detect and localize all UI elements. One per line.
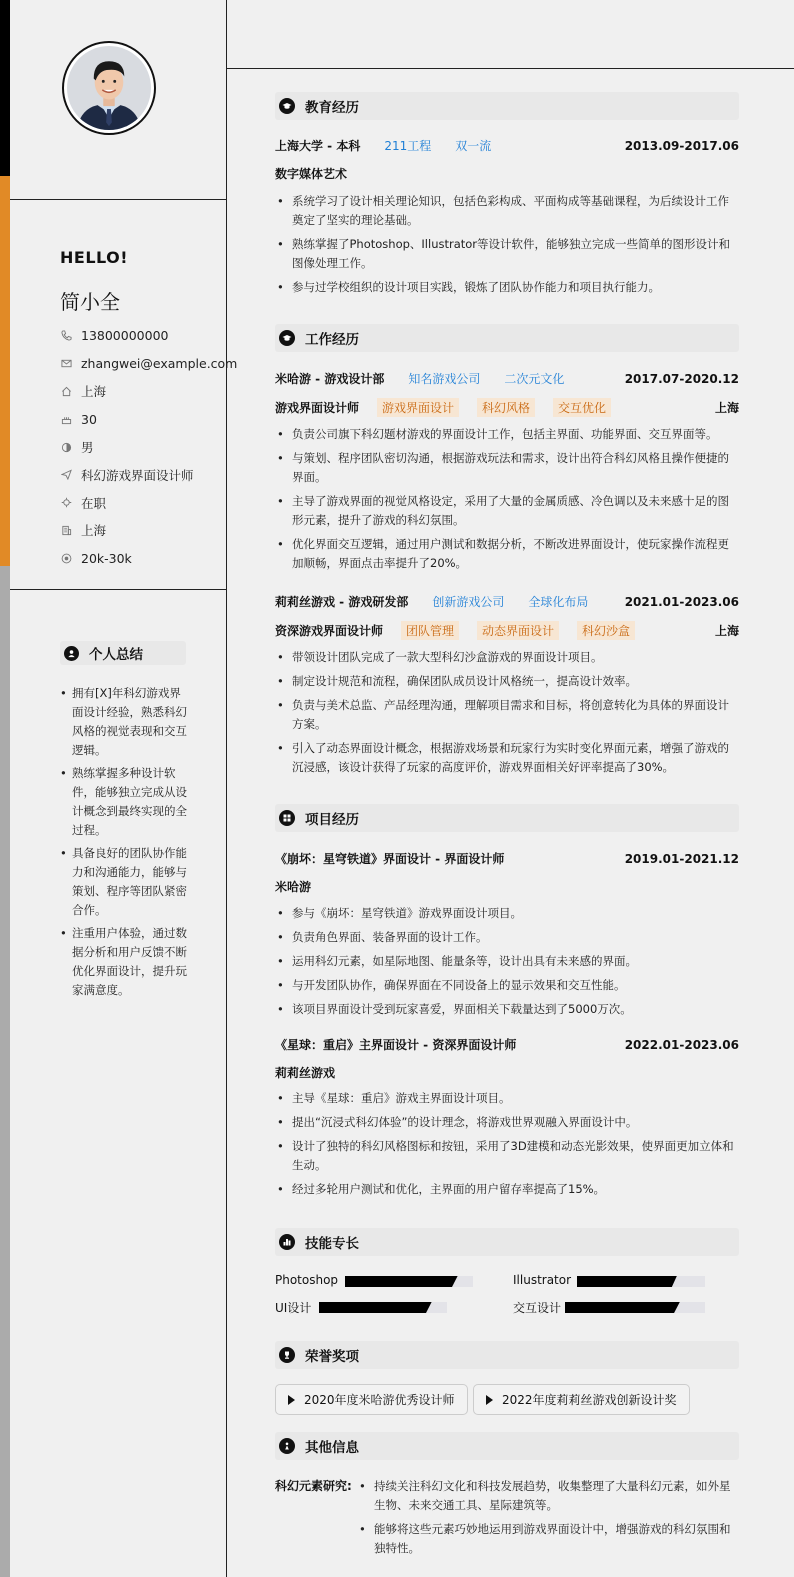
company-tag: 创新游戏公司 xyxy=(432,595,505,609)
project-list xyxy=(275,904,739,1024)
company-name: 莉莉丝游戏 - 游戏研发部 xyxy=(275,595,409,609)
other-label: 科幻元素研究: xyxy=(275,1479,352,1493)
info-status: 在职 xyxy=(60,489,237,517)
job-period: 2017.07-2020.12 xyxy=(624,371,739,386)
role-row xyxy=(275,398,739,417)
info-gender: 男 xyxy=(60,433,237,461)
cake-icon xyxy=(60,413,72,425)
info-icon xyxy=(279,1438,295,1454)
info-phone: 13800000000 xyxy=(60,322,237,350)
phone-icon xyxy=(60,330,72,342)
list-item: • 系统学习了设计相关理论知识，包括色彩构成、平面构成等基础课程，为后续设计工作奠定了坚实的理论基础。 xyxy=(275,192,739,230)
major: 数字媒体艺术 xyxy=(275,167,348,181)
skill-tag: 交互优化 xyxy=(553,398,611,417)
major-row xyxy=(275,165,739,182)
list-item: • 负责角色界面、装备界面的设计工作。 xyxy=(275,928,739,947)
mail-icon xyxy=(60,358,72,370)
grid-icon xyxy=(279,810,295,826)
list-item: • 该项目界面设计受到玩家喜爱，界面相关下载量达到了5000万次。 xyxy=(275,1000,739,1019)
info-email: zhangwei@example.com xyxy=(60,350,237,378)
projects-section-header: 项目经历 xyxy=(275,804,739,832)
send-icon xyxy=(60,469,72,481)
summary-section-header: 个人总结 xyxy=(60,641,186,665)
other-list xyxy=(357,1477,741,1563)
info-salary: 20k-30k xyxy=(60,544,237,572)
avatar xyxy=(62,41,156,135)
skill-bar-fill xyxy=(319,1302,432,1313)
company-tag: 全球化布局 xyxy=(528,595,589,609)
job-city: 上海 xyxy=(714,624,739,638)
job-period: 2021.01-2023.06 xyxy=(624,594,739,609)
user-icon xyxy=(64,646,79,661)
briefcase-icon xyxy=(279,330,295,346)
gender-icon xyxy=(60,441,72,453)
skill-name: Illustrator xyxy=(513,1273,572,1287)
company-tag: 知名游戏公司 xyxy=(408,372,481,386)
column-divider xyxy=(226,0,227,1577)
skill-name: 交互设计 xyxy=(513,1301,562,1315)
info-age: 30 xyxy=(60,405,237,433)
education-period: 2013.09-2017.06 xyxy=(624,138,739,153)
job-row xyxy=(275,370,739,387)
award-item: 2020年度米哈游优秀设计师 xyxy=(275,1384,468,1415)
skill-tag: 游戏界面设计 xyxy=(377,398,459,417)
building-icon xyxy=(60,524,72,536)
sidebar xyxy=(10,0,238,1577)
avatar-portrait-icon xyxy=(67,46,151,130)
list-item: • 运用科幻元素，如星际地图、能量条等，设计出具有未来感的界面。 xyxy=(275,952,739,971)
list-item: • 负责与美术总监、产品经理沟通，理解项目需求和目标，将创意转化为具体的界面设计方案。 xyxy=(275,696,739,734)
list-item: • 能够将这些元素巧妙地运用到游戏界面设计中，增强游戏的科幻氛围和独特性。 xyxy=(357,1520,741,1558)
job-city: 上海 xyxy=(714,401,739,415)
info-home: 上海 xyxy=(60,378,237,406)
accent-stripe-black xyxy=(0,0,10,176)
project-list xyxy=(275,1089,739,1204)
list-item: • 负责公司旗下科幻题材游戏的界面设计工作，包括主界面、功能界面、交互界面等。 xyxy=(275,425,739,444)
list-item: • 具备良好的团队协作能力和沟通能力，能够与策划、程序等团队紧密合作。 xyxy=(60,844,188,920)
school-name: 上海大学 - 本科 xyxy=(275,139,361,153)
project-org-row xyxy=(275,1064,739,1081)
header-divider xyxy=(227,68,794,69)
job-duties-list xyxy=(275,648,739,782)
list-item: • 提出“沉浸式科幻体验”的设计理念，将游戏世界观融入界面设计中。 xyxy=(275,1113,739,1132)
candidate-name: 简小全 xyxy=(60,290,120,314)
awards-section-header: 荣誉奖项 xyxy=(275,1341,739,1369)
graduation-cap-icon xyxy=(279,98,295,114)
contact-info-list xyxy=(60,322,237,572)
education-list xyxy=(275,192,739,302)
list-item: • 参与《崩坏：星穹铁道》游戏界面设计项目。 xyxy=(275,904,739,923)
other-section-header: 其他信息 xyxy=(275,1432,739,1460)
school-tag: 双一流 xyxy=(455,139,492,153)
school-tag: 211工程 xyxy=(384,139,432,153)
list-item: • 与开发团队协作，确保界面在不同设备上的显示效果和交互性能。 xyxy=(275,976,739,995)
skill-bar-fill xyxy=(577,1276,677,1287)
skill-tag: 科幻沙盒 xyxy=(577,621,635,640)
list-item: • 持续关注科幻文化和科技发展趋势，收集整理了大量科幻元素，如外星生物、未来交通工具、星际建筑等。 xyxy=(357,1477,741,1515)
skill-bar xyxy=(577,1276,705,1287)
hello-heading: HELLO! xyxy=(60,248,129,267)
status-icon xyxy=(60,497,72,509)
company-name: 米哈游 - 游戏设计部 xyxy=(275,372,385,386)
list-item: • 注重用户体验，通过数据分析和用户反馈不断优化界面设计，提升玩家满意度。 xyxy=(60,924,188,1000)
project-period: 2019.01-2021.12 xyxy=(624,851,739,866)
skills-section-header: 技能专长 xyxy=(275,1228,739,1256)
summary-list xyxy=(60,684,188,1004)
skill-tag: 科幻风格 xyxy=(477,398,535,417)
accent-stripe-orange xyxy=(0,176,10,566)
list-item: • 优化界面交互逻辑，通过用户测试和数据分析，不断改进界面设计，使玩家操作流程更加顺畅，界面点击率提升了20%。 xyxy=(275,535,739,573)
education-row xyxy=(275,137,739,154)
skill-bar-fill xyxy=(565,1302,680,1313)
education-section-header: 教育经历 xyxy=(275,92,739,120)
skill-bar xyxy=(345,1276,473,1287)
play-icon xyxy=(486,1395,493,1405)
skill-tag: 团队管理 xyxy=(401,621,459,640)
info-position: 科幻游戏界面设计师 xyxy=(60,461,237,489)
list-item: • 带领设计团队完成了一款大型科幻沙盒游戏的界面设计项目。 xyxy=(275,648,739,667)
trophy-icon xyxy=(279,1347,295,1363)
bar-chart-icon xyxy=(279,1234,295,1250)
skill-tag: 动态界面设计 xyxy=(477,621,559,640)
home-icon xyxy=(60,385,72,397)
job-row xyxy=(275,593,739,610)
project-name: 《崩坏：星穹铁道》界面设计 - 界面设计师 xyxy=(275,852,505,866)
list-item: • 与策划、程序团队密切沟通，根据游戏玩法和需求，设计出符合科幻风格且操作便捷的界面。 xyxy=(275,449,739,487)
skill-bar xyxy=(565,1302,705,1313)
skill-bar-fill xyxy=(345,1276,458,1287)
project-row xyxy=(275,850,739,867)
accent-stripe-gray xyxy=(0,566,10,1577)
list-item: • 参与过学校组织的设计项目实践，锻炼了团队协作能力和项目执行能力。 xyxy=(275,278,739,297)
list-item: • 主导《星球：重启》游戏主界面设计项目。 xyxy=(275,1089,739,1108)
award-item: 2022年度莉莉丝游戏创新设计奖 xyxy=(473,1384,690,1415)
play-icon xyxy=(288,1395,295,1405)
project-org: 米哈游 xyxy=(275,880,312,894)
skill-bar xyxy=(319,1302,447,1313)
project-org: 莉莉丝游戏 xyxy=(275,1066,336,1080)
project-org-row xyxy=(275,878,739,895)
role-title: 游戏界面设计师 xyxy=(275,401,360,415)
money-icon xyxy=(60,552,72,564)
list-item: • 熟练掌握了Photoshop、Illustrator等设计软件，能够独立完成一些简单的图形设计和图像处理工作。 xyxy=(275,235,739,273)
list-item: • 设计了独特的科幻风格图标和按钮，采用了3D建模和动态光影效果，使界面更加立体和生动。 xyxy=(275,1137,739,1175)
info-city: 上海 xyxy=(60,517,237,545)
role-title: 资深游戏界面设计师 xyxy=(275,624,384,638)
list-item: • 经过多轮用户测试和优化，主界面的用户留存率提高了15%。 xyxy=(275,1180,739,1199)
project-row xyxy=(275,1036,739,1053)
work-section-header: 工作经历 xyxy=(275,324,739,352)
list-item: • 主导了游戏界面的视觉风格设定，采用了大量的金属质感、冷色调以及未来感十足的图形元素，提升了游戏的科幻氛围。 xyxy=(275,492,739,530)
skill-name: Photoshop xyxy=(275,1273,339,1287)
project-period: 2022.01-2023.06 xyxy=(624,1037,739,1052)
job-duties-list xyxy=(275,425,739,578)
list-item: • 拥有[X]年科幻游戏界面设计经验，熟悉科幻风格的视觉表现和交互逻辑。 xyxy=(60,684,188,760)
list-item: • 制定设计规范和流程，确保团队成员设计风格统一，提高设计效率。 xyxy=(275,672,739,691)
project-name: 《星球：重启》主界面设计 - 资深界面设计师 xyxy=(275,1038,517,1052)
company-tag: 二次元文化 xyxy=(504,372,565,386)
skill-name: UI设计 xyxy=(275,1301,312,1315)
role-row xyxy=(275,621,739,640)
list-item: • 熟练掌握多种设计软件，能够独立完成从设计概念到最终实现的全过程。 xyxy=(60,764,188,840)
list-item: • 引入了动态界面设计概念，根据游戏场景和玩家行为实时变化界面元素，增强了游戏的沉浸感，该设计获得了玩家的高度评价，游戏界面相关好评率提高了30%。 xyxy=(275,739,739,777)
